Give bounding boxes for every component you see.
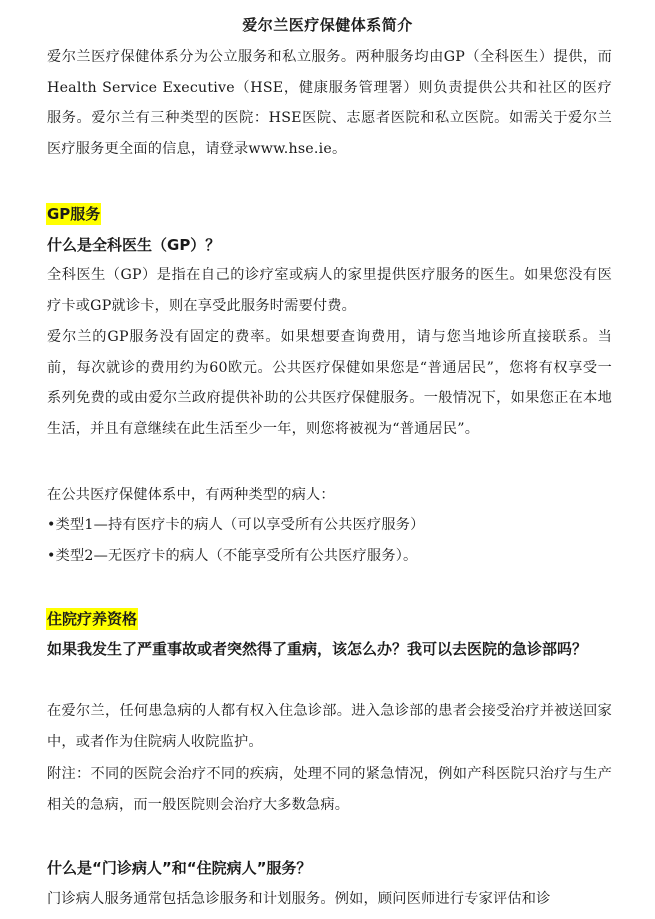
patient-type-1-bullet: •类型1—持有医疗卡的病人（可以享受所有公共医疗服务） <box>47 517 425 533</box>
document-title: 爱尔兰医疗保健体系简介 <box>242 16 413 34</box>
gp-question-heading: 什么是全科医生（GP）？ <box>47 236 221 254</box>
patient-type-2-bullet: •类型2—无医疗卡的病人（不能享受所有公共医疗服务）。 <box>47 548 418 564</box>
hospital-section-heading: 住院疗养资格 <box>47 610 138 628</box>
hospital-note-paragraph: 附注：不同的医院会治疗不同的疾病，处理不同的紧急情况，例如产科医院只治疗与生产相关的急病，而一般医院则会治疗大多数急病。 <box>47 766 612 813</box>
gp-section-heading: GP服务 <box>47 205 101 223</box>
hospital-question-heading: 如果我发生了严重事故或者突然得了重病，该怎么办？我可以去医院的急诊部吗？ <box>47 640 588 658</box>
outpatient-question-heading: 什么是“门诊病人”和“住院病人”服务？ <box>47 859 312 877</box>
gp-paragraph-3: 在公共医疗保健体系中，有两种类型的病人： <box>47 487 335 503</box>
gp-paragraph-2: 爱尔兰的GP服务没有固定的费率。如果想要查询费用，请与您当地诊所直接联系。当前，每次就诊的费用约为60欧元。公共医疗保健如果您是“普通居民”，您将有权享受一系列免费的或由爱尔兰政府提供补助的公共医疗保健服务。一般情况下，如果您正在本地生活，并且有意继续在此生活至少一年，则您将被视为“普通居民”。 <box>47 329 612 437</box>
outpatient-paragraph-1: 门诊病人服务通常包括急诊服务和计划服务。例如，顾问医师进行专家评估和诊 <box>47 891 551 907</box>
hospital-paragraph-1: 在爱尔兰，任何患急病的人都有权入住急诊部。进入急诊部的患者会接受治疗并被送回家中，或者作为住院病人收院监护。 <box>47 703 612 750</box>
intro-paragraph: 爱尔兰医疗保健体系分为公立服务和私立服务。两种服务均由GP（全科医生）提供，而Health Service Executive（HSE，健康服务管理署）则负责提供公共和社区的医疗服务。爱尔兰有三种类型的医院：HSE医院、志愿者医院和私立医院。如需关于爱尔兰医疗服务更全面的信息，请登录www.hse.ie。 <box>47 49 612 157</box>
gp-paragraph-1: 全科医生（GP）是指在自己的诊疗室或病人的家里提供医疗服务的医生。如果您没有医疗卡或GP就诊卡，则在享受此服务时需要付费。 <box>47 267 612 314</box>
